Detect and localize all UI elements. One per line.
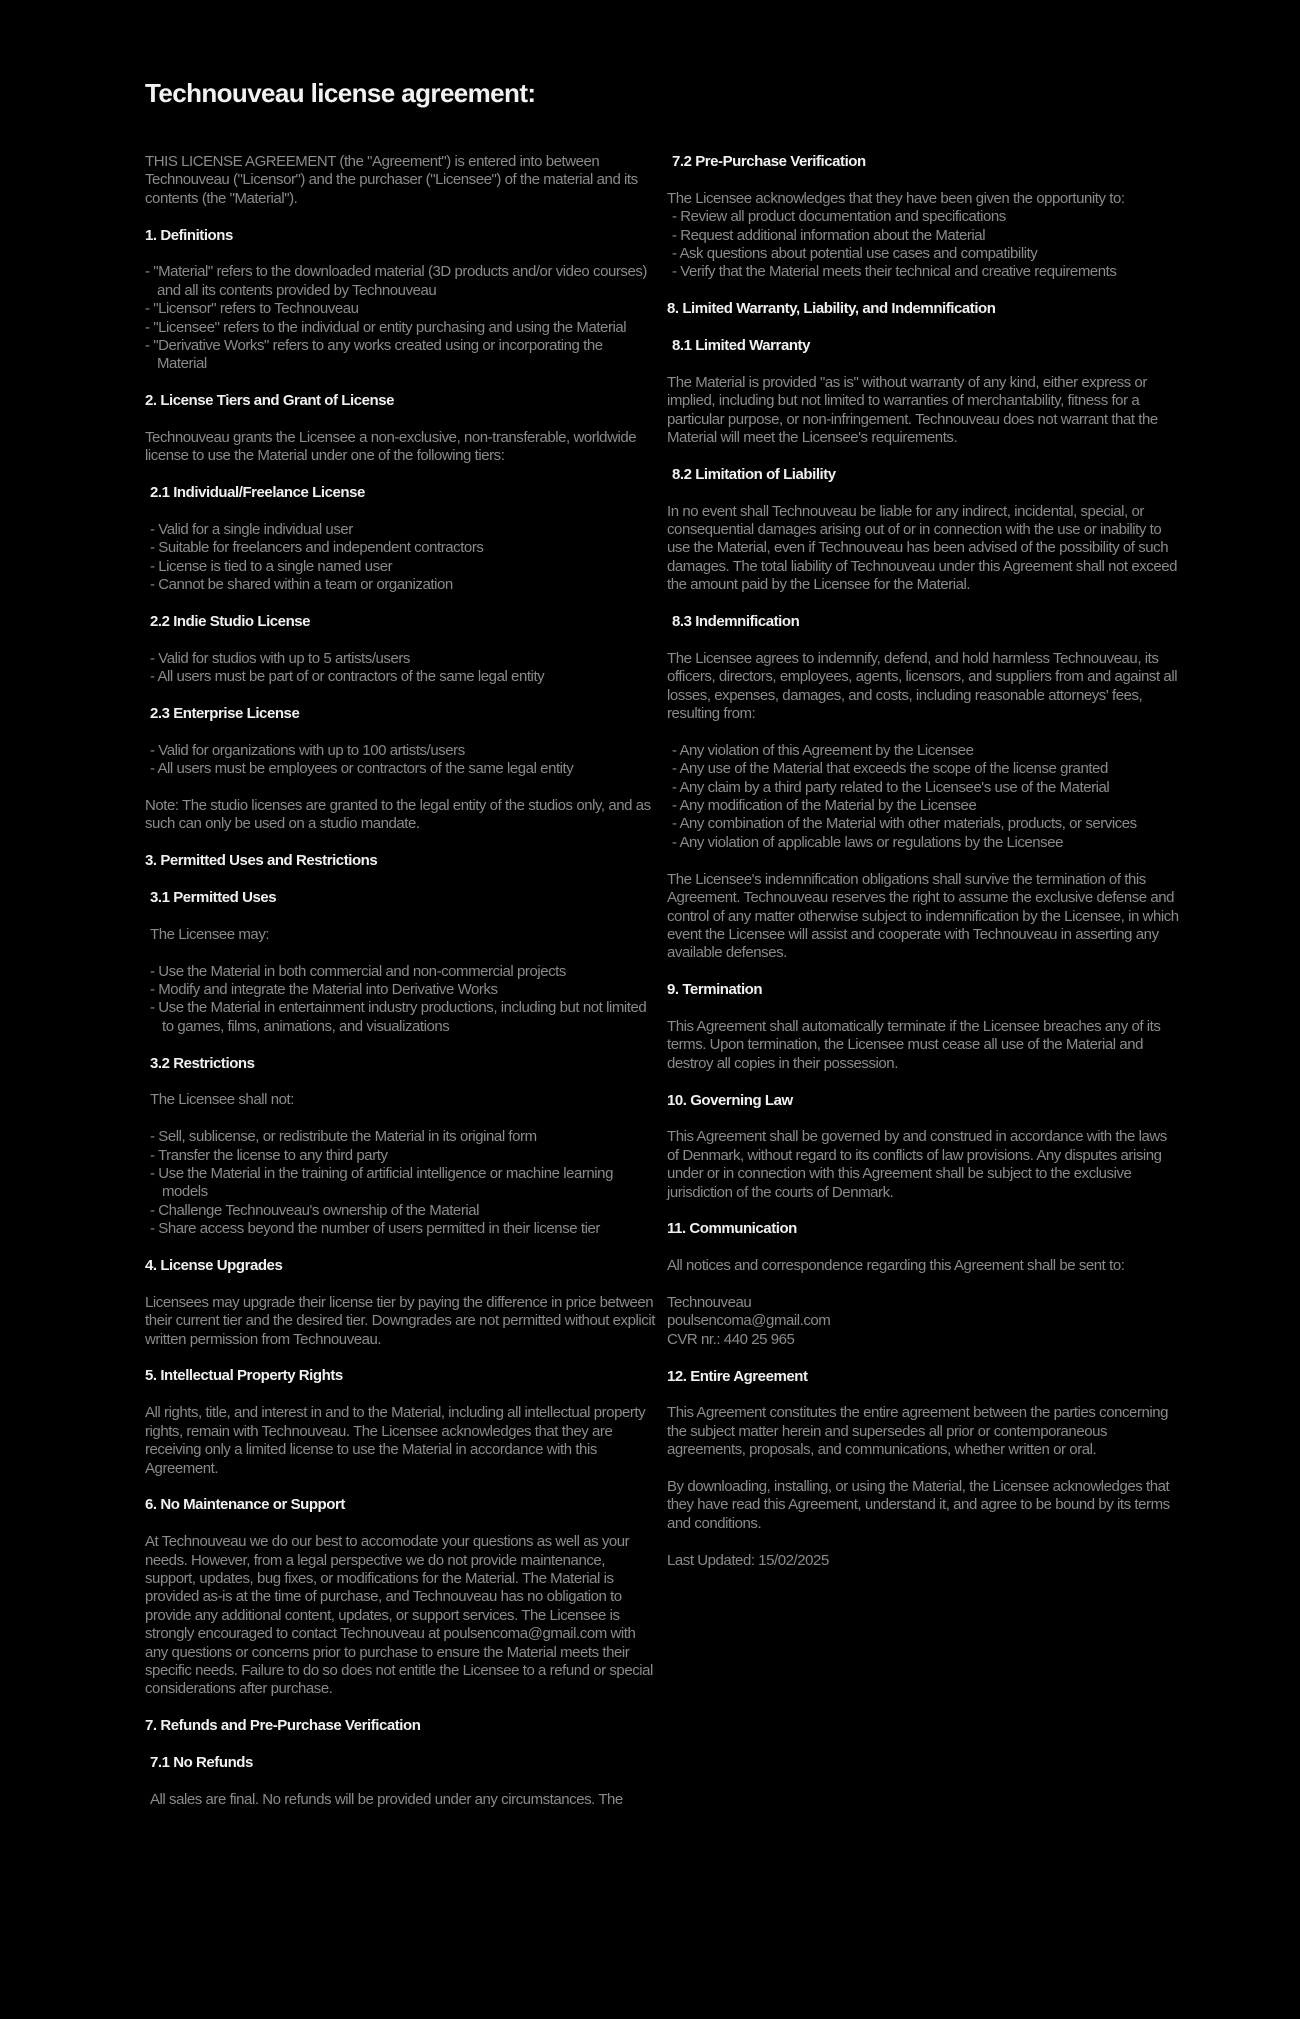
section-heading-license-tiers: 2. License Tiers and Grant of License <box>145 392 394 410</box>
pre-purchase-list <box>667 208 1179 282</box>
subsection-heading-enterprise: 2.3 Enterprise License <box>150 705 300 723</box>
indemnification-intro: The Licensee agrees to indemnify, defend, and hold harmless Technouveau, its officers, directors, employees, agents, licensors, and suppliers from and against all losses, expenses, damages, and costs, including reasonable attorneys' fees, resulting from: <box>667 649 1178 723</box>
list-item: - Use the Material in entertainment industry productions, including but not limited to games, films, animations, and visualizations <box>145 999 655 1036</box>
list-item: - Any violation of applicable laws or regulations by the Licensee <box>667 834 1179 852</box>
list-item: - Transfer the license to any third party <box>145 1147 655 1165</box>
section-heading-permitted-uses: 3. Permitted Uses and Restrictions <box>145 852 378 870</box>
list-item: - Valid for studios with up to 5 artists/users <box>145 650 655 668</box>
list-item: - Challenge Technouveau's ownership of the Material <box>145 1202 655 1220</box>
page-title: Technouveau license agreement: <box>145 78 536 108</box>
list-item: - Any use of the Material that exceeds the scope of the license granted <box>667 760 1179 778</box>
list-item: - Any combination of the Material with other materials, products, or services <box>667 815 1179 833</box>
contact-cvr: CVR nr.: 440 25 965 <box>667 1330 795 1348</box>
list-item: - Suitable for freelancers and independent contractors <box>145 539 655 557</box>
contact-name: Technouveau <box>667 1293 752 1311</box>
section-heading-communication: 11. Communication <box>667 1220 797 1238</box>
termination-text: This Agreement shall automatically terminate if the Licensee breaches any of its terms. Upon termination, the Licensee must cease all use of the Material and destroy all copies in their possession. <box>667 1017 1161 1072</box>
no-refunds-text: All sales are final. No refunds will be provided under any circumstances. The <box>150 1790 623 1808</box>
list-item: - "Licensee" refers to the individual or entity purchasing and using the Material <box>145 319 655 337</box>
list-item: - Use the Material in both commercial and non-commercial projects <box>145 963 655 981</box>
subsection-heading-pre-purchase: 7.2 Pre-Purchase Verification <box>672 153 866 170</box>
section-heading-warranty: 8. Limited Warranty, Liability, and Indemnification <box>667 300 996 318</box>
section-heading-governing-law: 10. Governing Law <box>667 1091 793 1109</box>
left-column <box>145 153 655 1809</box>
list-item: - Modify and integrate the Material into Derivative Works <box>145 981 655 999</box>
section-heading-termination: 9. Termination <box>667 981 763 999</box>
ip-rights-text: All rights, title, and interest in and to the Material, including all intellectual property rights, remain with Technouveau. The Licensee acknowledges that they are receiving only a limited license to use the Material in accordance with this Agreement. <box>145 1404 646 1477</box>
section-heading-no-support: 6. No Maintenance or Support <box>145 1496 345 1514</box>
list-item: - "Licensor" refers to Technouveau <box>145 300 655 318</box>
right-column <box>667 153 1179 1570</box>
subsection-heading-indie-studio: 2.2 Indie Studio License <box>150 613 311 631</box>
list-item: - Use the Material in the training of artificial intelligence or machine learning models <box>145 1165 655 1202</box>
last-updated: Last Updated: 15/02/2025 <box>667 1551 829 1569</box>
list-item: - Cannot be shared within a team or organization <box>145 576 655 594</box>
indemnification-list <box>667 742 1179 852</box>
section-heading-definitions: 1. Definitions <box>145 226 233 244</box>
list-item: - All users must be part of or contractors of the same legal entity <box>145 668 655 686</box>
no-support-text: At Technouveau we do our best to accomodate your questions as well as your needs. However, from a legal perspective we do not provide maintenance, support, updates, bug fixes, or modifications for the Material. The Material is provided as-is at the time of purchase, and Technouveau has no obligation to provide any additional content, updates, or support services. The Licensee is strongly encouraged to contact Technouveau at poulsencoma@gmail.com with any questions or concerns prior to purchase to ensure the Material meets their specific needs. Failure to do so does not entitle the Licensee to a refund or special considerations after purchase. <box>145 1533 653 1698</box>
restrictions-intro: The Licensee shall not: <box>150 1091 294 1109</box>
governing-law-text: This Agreement shall be governed by and construed in accordance with the laws of Denmark, without regard to its conflicts of law provisions. Any disputes arising under or in connection with this Agreement shall be subject to the exclusive jurisdiction of the courts of Denmark. <box>667 1128 1167 1201</box>
section-heading-ip-rights: 5. Intellectual Property Rights <box>145 1367 343 1385</box>
list-item: - Request additional information about the Material <box>667 227 1179 245</box>
pre-purchase-intro: The Licensee acknowledges that they have been given the opportunity to: <box>667 189 1125 207</box>
list-item: - Valid for a single individual user <box>145 521 655 539</box>
enterprise-list <box>145 742 655 779</box>
contact-email: poulsencoma@gmail.com <box>667 1312 831 1330</box>
list-item: - Share access beyond the number of users permitted in their license tier <box>145 1220 655 1238</box>
subsection-heading-no-refunds: 7.1 No Refunds <box>150 1753 253 1771</box>
permitted-uses-intro: The Licensee may: <box>150 925 270 943</box>
limited-warranty-text: The Material is provided "as is" without warranty of any kind, either express or implied, including but not limited to warranties of merchantability, fitness for a particular purpose, or non-infringement. Technouveau does not warrant that the Material will meet the Licensee's requirements. <box>667 373 1158 447</box>
list-item: - Any claim by a third party related to the Licensee's use of the Material <box>667 779 1179 797</box>
list-item: - "Material" refers to the downloaded material (3D products and/or video courses) and all its contents provided by Technouveau <box>145 263 655 300</box>
individual-license-list <box>145 521 655 595</box>
definitions-list <box>145 263 655 373</box>
list-item: - Review all product documentation and specifications <box>667 208 1179 226</box>
subsection-heading-restrictions: 3.2 Restrictions <box>150 1054 255 1072</box>
section-heading-license-upgrades: 4. License Upgrades <box>145 1257 283 1275</box>
list-item: - All users must be employees or contractors of the same legal entity <box>145 760 655 778</box>
subsection-heading-limited-warranty: 8.1 Limited Warranty <box>672 337 810 355</box>
list-item: - Verify that the Material meets their technical and creative requirements <box>667 263 1179 281</box>
list-item: - Any violation of this Agreement by the Licensee <box>667 742 1179 760</box>
list-item: - License is tied to a single named user <box>145 558 655 576</box>
license-upgrades-text: Licensees may upgrade their license tier by paying the difference in price between their current tier and the desired tier. Downgrades are not permitted without explicit written permission from Technouveau. <box>145 1293 655 1348</box>
indie-studio-list <box>145 650 655 687</box>
entire-agreement-text: This Agreement constitutes the entire agreement between the parties concerning the subject matter herein and supersedes all prior or contemporaneous agreements, proposals, and communications, whether written or oral. <box>667 1404 1169 1459</box>
subsection-heading-individual: 2.1 Individual/Freelance License <box>150 484 365 502</box>
list-item: - "Derivative Works" refers to any works created using or incorporating the Material <box>145 337 655 374</box>
license-tiers-intro: Technouveau grants the Licensee a non-exclusive, non-transferable, worldwide license to use the Material under one of the following tiers: <box>145 429 637 465</box>
acceptance-text: By downloading, installing, or using the Material, the Licensee acknowledges that they have read this Agreement, understand it, and agree to be bound by its terms and conditions. <box>667 1477 1170 1532</box>
list-item: - Ask questions about potential use cases and compatibility <box>667 245 1179 263</box>
section-heading-entire-agreement: 12. Entire Agreement <box>667 1367 808 1385</box>
permitted-uses-list <box>145 963 655 1037</box>
intro-paragraph: THIS LICENSE AGREEMENT (the "Agreement") is entered into between Technouveau ("Licensor") and the purchaser ("Licensee") of the material and its contents (the "Material"). <box>145 153 638 207</box>
communication-text: All notices and correspondence regarding this Agreement shall be sent to: <box>667 1257 1125 1275</box>
subsection-heading-indemnification: 8.3 Indemnification <box>672 613 800 631</box>
restrictions-list <box>145 1128 655 1238</box>
section-heading-refunds: 7. Refunds and Pre-Purchase Verification <box>145 1717 421 1735</box>
indemnification-outro: The Licensee's indemnification obligations shall survive the termination of this Agreement. Technouveau reserves the right to assume the exclusive defense and control of any matter otherwise subject to indemnification by the Licensee, in which event the Licensee will assist and cooperate with Technouveau in asserting any available defenses. <box>667 870 1179 962</box>
subsection-heading-permitted-uses: 3.1 Permitted Uses <box>150 889 277 907</box>
studio-license-note: Note: The studio licenses are granted to the legal entity of the studios only, and as such can only be used on a studio mandate. <box>145 797 651 833</box>
list-item: - Any modification of the Material by the Licensee <box>667 797 1179 815</box>
list-item: - Sell, sublicense, or redistribute the Material in its original form <box>145 1128 655 1146</box>
subsection-heading-liability: 8.2 Limitation of Liability <box>672 465 836 483</box>
liability-text: In no event shall Technouveau be liable for any indirect, incidental, special, or consequential damages arising out of or in connection with the use or inability to use the Material, even if Technouveau has been advised of the possibility of such damages. The total liability of Technouveau under this Agreement shall not exceed the amount paid by the Licensee for the Material. <box>667 502 1178 594</box>
list-item: - Valid for organizations with up to 100 artists/users <box>145 742 655 760</box>
